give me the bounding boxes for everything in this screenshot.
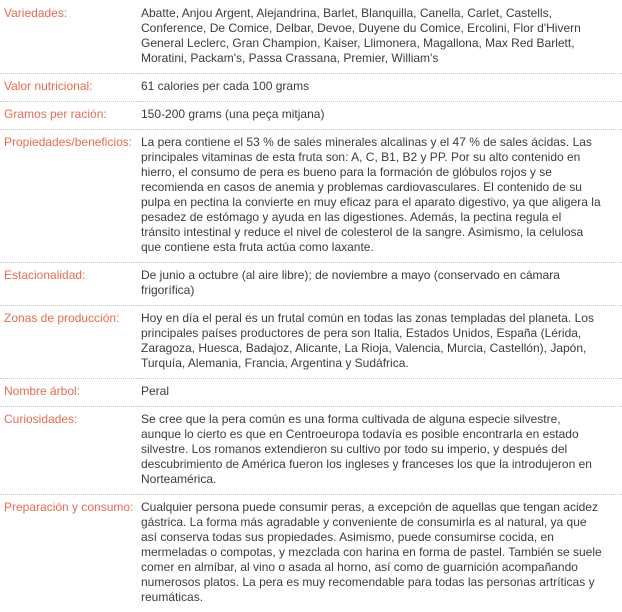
- row-value: Se cree que la pera común es una forma cultivada de alguna especie silvestre, aunque lo cierto es que en Centroeuropa todavía es posible encontrarla en estado silvestre. Los romanos extendieron su cultivo por todo su imperio, y después del descubrimiento de América fueron los ingleses y franceses los que la introdujeron en Norteamérica.: [141, 407, 622, 495]
- row-label: Variedades:: [0, 1, 136, 74]
- table-row-variedades: [0, 1, 622, 74]
- row-value: Cualquier persona puede consumir peras, a excepción de aquellas que tengan acidez gástrica. La forma más agradable y conveniente de consumirla es al natural, ya que así conserva todas sus propiedades. Asimismo, puede consumirse cocida, en mermeladas o compotas, y mezclada con harina en forma de pastel. También se suele comer en almíbar, al vino o asada al horno, así como de guarnición acompañando numerosos platos. La pera es muy recomendable para todas las personas artríticas y reumáticas.: [141, 500, 602, 604]
- row-label: Nombre árbol:: [0, 379, 136, 407]
- table-row-zonas-de-produccion: [0, 306, 622, 379]
- table-row-propiedades-beneficios: [0, 130, 622, 263]
- row-value: Hoy en día el peral es un frutal común en todas las zonas templadas del planeta. Los principales países productores de pera son Italia, Estados Unidos, España (Lérida, Zaragoza, Huesca, Badajoz, Alicante, La Rioja, Valencia, Murcia, Castellón), Japón, Turquía, Alemania, Francia, Argentina y Sudáfrica.: [141, 306, 622, 379]
- table-row-estacionalidad: [0, 263, 622, 306]
- table-row-gramos-per-racion: [0, 102, 622, 130]
- row-value: De junio a octubre (al aire libre); de noviembre a mayo (conservado en cámara frigorífica): [141, 263, 622, 306]
- row-label: Estacionalidad:: [0, 263, 136, 306]
- row-label: Valor nutricional:: [0, 74, 136, 102]
- row-value: Abatte, Anjou Argent, Alejandrina, Barlet, Blanquilla, Canella, Carlet, Castells, Conference, De Comice, Delbar, Devoe, Duyene du Comice, Ercolini, Flor d'Hivern General Leclerc, Gran Champion, Kaiser, Llimonera, Magallona, Max Red Barlett, Moratini, Packam's, Passa Crassana, Premier, William's: [141, 1, 622, 74]
- row-value: 61 calories per cada 100 grams: [141, 74, 622, 102]
- table-row-curiosidades: [0, 407, 622, 495]
- row-value: La pera contiene el 53 % de sales minerales alcalinas y el 47 % de sales ácidas. Las principales vitaminas de esta fruta son: A, C, B1, B2 y PP. Por su alto contenido en hierro, el consumo de pera es bueno para la formación de glóbulos rojos y se recomienda en casos de anemia y problemas cardiovasculares. El contenido de su pulpa en pectina la convierte en muy eficaz para el aparato digestivo, ya que aligera la pesadez de estómago y ayuda en las digestiones. Además, la pectina regula el tránsito intestinal y reduce el nivel de colesterol de la sangre. Asimismo, la celulosa que contiene esta fruta actúa como laxante.: [141, 130, 622, 263]
- table-row-nombre-arbol: [0, 379, 622, 407]
- table-row-valor-nutricional: [0, 74, 622, 102]
- row-label: Propiedades/beneficios:: [0, 130, 136, 263]
- row-label: Preparación y consumo:: [4, 500, 134, 514]
- row-value: Peral: [141, 379, 622, 407]
- row-label: Gramos per ración:: [0, 102, 136, 130]
- row-value: 150-200 grams (una peça mitjana): [141, 102, 622, 130]
- table-row-preparacion-y-consumo: [0, 495, 622, 612]
- row-label: Curiosidades:: [0, 407, 136, 495]
- row-label: Zonas de producción:: [0, 306, 136, 379]
